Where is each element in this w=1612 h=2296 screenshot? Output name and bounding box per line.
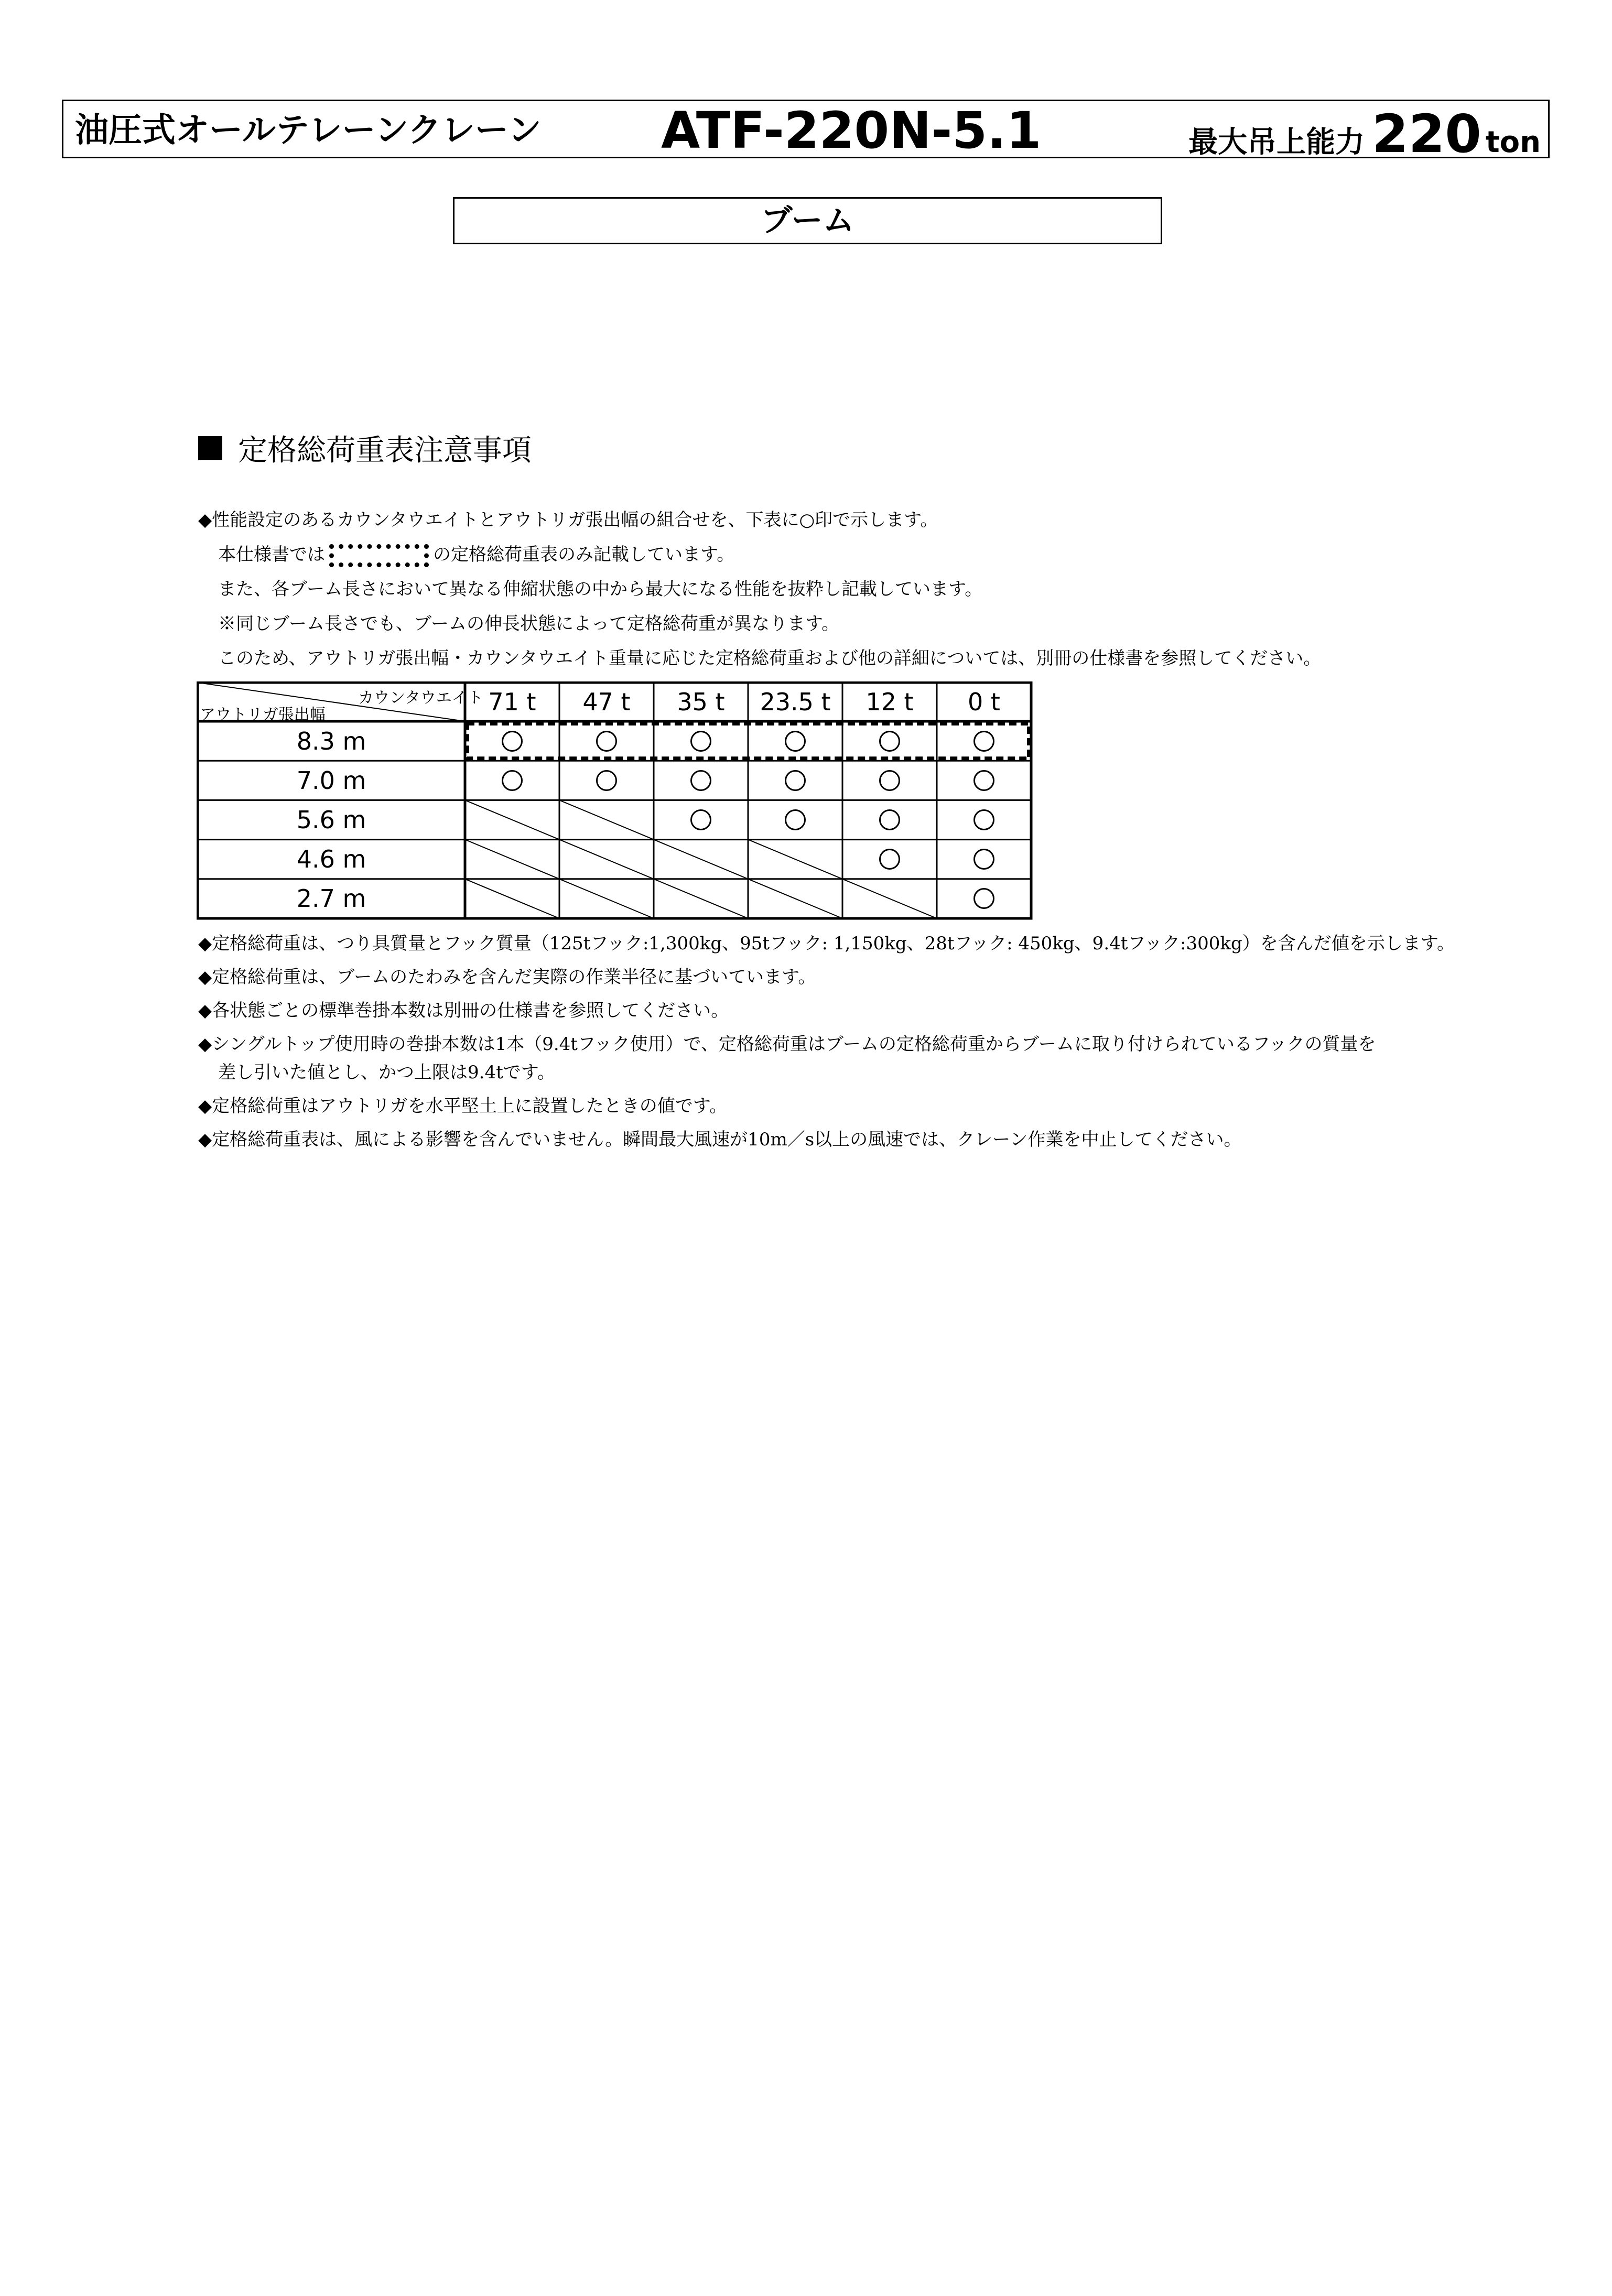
square-bullet-icon	[198, 436, 222, 460]
available-circle-icon	[973, 849, 994, 870]
row-header: 7.0 m	[296, 766, 366, 795]
row-header: 4.6 m	[296, 845, 366, 874]
available-circle-icon	[690, 809, 711, 830]
available-circle-icon	[785, 809, 806, 830]
available-circle-icon	[879, 770, 900, 791]
not-available-slash	[559, 879, 654, 918]
note-1: ◆定格総荷重は、つり具質量とフック質量（125tフック:1,300kg、95tフック: 1,150kg、28tフック: 450kg、9.4tフック:300kg）を含んだ値を示します。	[198, 933, 1455, 954]
available-circle-icon	[596, 770, 617, 791]
intro-line-1: ◆性能設定のあるカウンタウエイトとアウトリガ張出幅の組合せを、下表に○印で示します。	[198, 510, 938, 530]
capacity-unit: ton	[1485, 125, 1541, 159]
available-circle-icon	[502, 770, 523, 791]
not-available-slash	[654, 879, 748, 918]
available-circle-icon	[973, 770, 994, 791]
row-header: 5.6 m	[296, 806, 366, 834]
counterweight-outrigger-table	[197, 681, 1035, 921]
note-5: ◆定格総荷重はアウトリガを水平堅土上に設置したときの値です。	[198, 1096, 728, 1117]
available-circle-icon	[502, 731, 523, 752]
intro-line-2	[218, 543, 734, 567]
available-circle-icon	[690, 770, 711, 791]
note-4: ◆シングルトップ使用時の巻掛本数は1本（9.4tフック使用）で、定格総荷重はブームの定格総荷重からブームに取り付けられているフックの質量を	[198, 1034, 1376, 1055]
not-available-slash	[465, 879, 559, 918]
available-circle-icon	[690, 731, 711, 752]
intro-line-3: また、各ブーム長さにおいて異なる伸縮状態の中から最大になる性能を抜粋し記載しています。	[218, 579, 983, 600]
capacity-value: 220	[1372, 103, 1481, 165]
intro-line-2-after: の定格総荷重表のみ記載しています。	[433, 544, 735, 565]
column-header: 23.5 t	[760, 688, 831, 716]
not-available-slash	[465, 800, 559, 839]
not-available-slash	[748, 840, 842, 879]
intro-line-4: ※同じブーム長さでも、ブームの伸長状態によって定格総荷重が異なります。	[218, 613, 840, 634]
section-title: ブーム	[453, 197, 1162, 244]
note-6: ◆定格総荷重表は、風による影響を含んでいません。瞬間最大風速が10m／s以上の風速では、クレーン作業を中止してください。	[198, 1129, 1242, 1150]
note-3: ◆各状態ごとの標準巻掛本数は別冊の仕様書を参照してください。	[198, 1000, 729, 1021]
intro-line-2-before: 本仕様書では	[218, 544, 325, 565]
available-circle-icon	[785, 731, 806, 752]
corner-outrigger-label: アウトリガ張出幅	[200, 706, 326, 724]
notes-title-text: 定格総荷重表注意事項	[238, 434, 532, 468]
note-2: ◆定格総荷重は、ブームのたわみを含んだ実際の作業半径に基づいています。	[198, 967, 816, 988]
available-circle-icon	[596, 731, 617, 752]
not-available-slash	[559, 800, 654, 839]
column-header: 35 t	[677, 688, 725, 716]
not-available-slash	[559, 840, 654, 879]
capacity-label: 最大吊上能力	[1188, 125, 1365, 159]
column-header: 71 t	[488, 688, 536, 716]
not-available-slash	[465, 840, 559, 879]
not-available-slash	[654, 840, 748, 879]
available-circle-icon	[785, 770, 806, 791]
column-header: 12 t	[865, 688, 914, 716]
corner-counterweight-label: カウンタウエイト	[358, 689, 483, 707]
notes-heading	[198, 427, 532, 469]
column-header: 0 t	[968, 688, 1000, 716]
available-circle-icon	[879, 731, 900, 752]
max-capacity	[1188, 103, 1541, 165]
note-4-continued: 差し引いた値とし、かつ上限は9.4tです。	[218, 1062, 556, 1083]
document-header	[62, 100, 1550, 165]
row-header: 2.7 m	[296, 884, 366, 913]
row-header: 8.3 m	[296, 727, 366, 755]
available-circle-icon	[973, 809, 994, 830]
available-circle-icon	[973, 731, 994, 752]
crane-type: 油圧式オールテレーンクレーン	[75, 111, 542, 150]
available-circle-icon	[879, 809, 900, 830]
dashed-box-legend-icon	[329, 544, 429, 567]
intro-line-5: このため、アウトリガ張出幅・カウンタウエイト重量に応じた定格総荷重および他の詳細については、別冊の仕様書を参照してください。	[218, 648, 1322, 669]
column-header: 47 t	[582, 688, 631, 716]
model-number: ATF-220N-5.1	[661, 101, 1042, 160]
not-available-slash	[842, 879, 937, 918]
available-circle-icon	[879, 849, 900, 870]
not-available-slash	[748, 879, 842, 918]
